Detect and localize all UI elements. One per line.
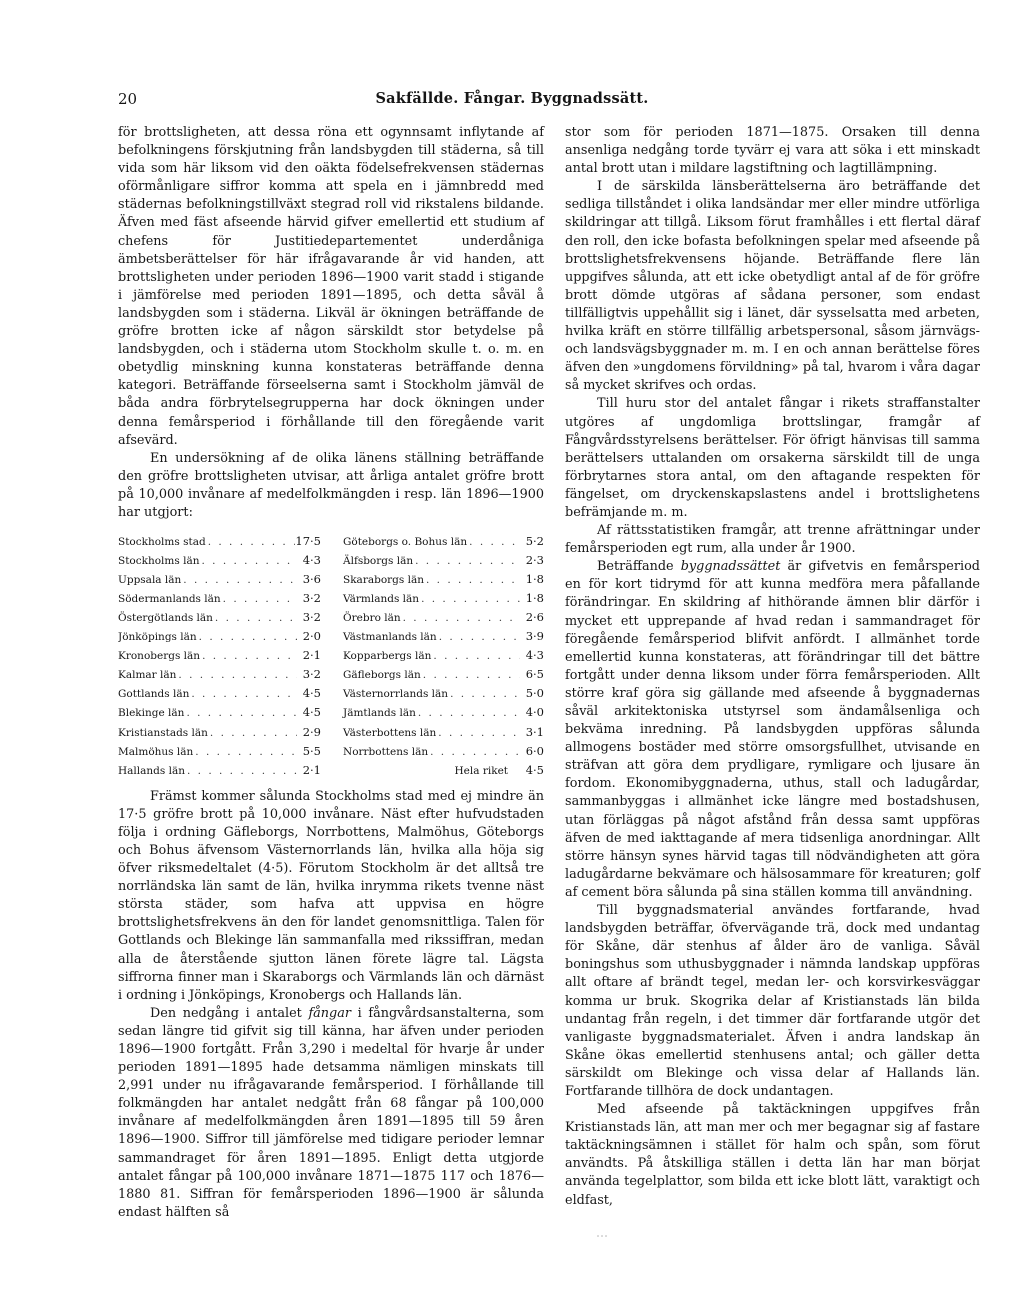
leader-dots [221,590,297,608]
table-row [321,532,544,551]
county-name: Örebro län [343,612,401,625]
crime-rate-value: 3·1 [525,724,544,739]
table-row [321,703,544,722]
paragraph: Med afseende på taktäckningen uppgifves från Kristianstads län, att man mer och mer begagnar sig af fastare taktäckningsämnen i stället för halm och spån, som förut användts. På åtskilliga ställen i detta län har man börjat använda tegelplattor, som bilda ett icke blott lätt, varaktigt och eldfast, [565,1102,980,1208]
crime-rate-value: 3·6 [302,572,321,587]
leader-dots [206,533,296,551]
county-name: Blekinge län [118,707,185,720]
crime-rate-value: 3·9 [525,629,544,644]
leader-dots [437,628,520,646]
crime-rate-value: 5·2 [525,534,544,549]
table-row [321,627,544,646]
table-row [118,608,321,627]
county-name: Kristianstads län [118,726,208,739]
county-name: Uppsala län [118,574,182,587]
table-row [118,589,321,608]
running-title: Sakfällde. Fångar. Byggnadssätt. [375,90,649,107]
paragraph: Främst kommer sålunda Stockholms stad med ej mindre än 17·5 gröfre brott på 10,000 invånare. Näst efter hufvudstaden följa i ordning Gäfleborgs, Norrbottens, Malmöhus, Göteborgs och Bohus äfvensom Västernorrlands län, hvilka alla höja sig öfver riksmedeltalet (4·5). Förutom Stockholm är det alltså tre norrländska län samt de län, hvilka inrymma rikets tvenne näst största städer, som hafva att uppvisa en högre brottslighetsfrekvens än den för landet genomsnittliga. Talen för Gottlands och Blekinge län sammanfalla med rikssiffran, medan alla de återstående sjutton länen förete lägre tal. Lägsta siffrorna finner man i Skaraborgs och Värmlands län och därnäst i ordning i Jönköpings, Kronobergs och Hallands län. [118,788,544,1003]
paragraph: En undersökning af de olika länens ställning beträffande den gröfre brottsligheten utvisar, att årliga antalet gröfre brott på 10,000 invånare af medelfolkmängden i resp. län 1896—1900 har utgjort: [118,450,544,520]
paragraph: stor som för perioden 1871—1875. Orsaken till denna ansenliga nedgång torde tyvärr ej vara att söka i ett minskadt antal brott utan i mildare lagstiftning och lagtillämpning. [565,125,980,177]
crime-rate-value: 4·5 [302,686,321,701]
crime-rate-value: 2·0 [302,629,321,644]
paragraph: Af rättsstatistiken framgår, att trenne afrättningar under femårsperioden egt rum, alla under år 1900. [565,523,980,557]
county-name: Kopparbergs län [343,650,432,663]
county-name: Kalmar län [118,669,177,682]
leader-dots [199,552,297,570]
crime-rate-value: 2·1 [302,648,321,663]
paragraph: Den nedgång i antalet fångar i fångvårdsanstalterna, som sedan längre tid gifvit sig till känna, har äfven under perioden 1896—1900 fortgått. Från 3,290 i medeltal för hvarje år under perioden 1891—1895 hade detsamma nämligen minskats till 2,991 under nu ifrågavarande femårsperiod. I förhållande till folkmängden har antalet nedgått från 68 fångar på 100,000 invånare af medelfolkmängden åren 1891—1895 till 59 åren 1896—1900. Siffror till jämförelse med tidigare perioder lemnar sammandraget för åren 1891—1895. Enligt detta utgjorde antalet fångar på 100,000 invånare 1871—1875 117 och 1876—1880 81. Siffran för femårsperioden 1896—1900 är sålunda endast hälften så [118,1005,545,1220]
table-row [118,532,321,551]
table-row [321,646,544,665]
leader-dots [197,628,297,646]
page-number: 20 [118,90,138,108]
table-row [118,646,321,665]
crime-rate-value: 2·1 [302,762,321,777]
county-name: Jämtlands län [343,707,416,720]
county-name: Skaraborgs län [343,574,424,587]
table-row [118,703,321,722]
crime-rate-value: 3·2 [302,610,321,625]
county-name: Älfsborgs län [343,555,414,568]
county-name: Norrbottens län [343,745,429,758]
leader-dots [184,704,297,722]
table-row [118,684,321,703]
table-row [118,723,321,742]
table-row [321,570,544,589]
table-row [321,684,544,703]
county-name: Västernorrlands län [343,688,449,701]
paragraph: Till byggnadsmaterial användes fortfarande, hvad landsbygden beträffar, öfvervägande trä, dock med undantag för Skåne, där stenhus af ålder äro de vanliga. Såväl boningshus som uthusbyggnader i nämnda landskap uppföras allt oftare af brändt tegel, medan ler- och korsvirkesväggar komma ur bruk. Skogrika delar af Kristianstads län bilda undantag från regeln, i det timmer där fortfarande utgör det vanligaste byggnadsmaterialet. Äfven i andra landskap än Skåne ökas emellertid stenhusens antal; och gäller detta särskildt om Blekinge och vissa delar af Hallands län. Fortfarande tillhöra de dock undantagen. [565,903,980,1099]
leader-dots [448,685,520,703]
table-column [321,532,544,780]
leader-dots [181,571,297,589]
county-name: Södermanlands län [118,593,221,606]
table-row [118,761,321,780]
leader-dots [424,571,520,589]
table-row [321,589,544,608]
crime-rate-value: 4·0 [525,705,544,720]
crime-rate-value: 17·5 [295,534,321,549]
crime-rate-value: 6·0 [525,743,544,758]
table-row [118,627,321,646]
leader-dots [419,590,520,608]
leader-dots [185,762,297,780]
county-name: Jönköpings län [118,631,197,644]
county-name: Gäfleborgs län [343,669,421,682]
table-row [321,723,544,742]
paragraph: Till huru stor del antalet fångar i rikets straffanstalter utgöres af ungdomliga brottslingar, framgår af Fångvårdsstyrelsens berättelser. För öfrigt hänvisas till samma berättelsers uttalanden om orsakerna särskildt till de unga förbrytarnes stora antal, om den aftagande respekten för fängelset, om dryckenskapslastens andel i brottslighetens befrämjande m. m. [565,396,980,520]
leader-dots [416,704,520,722]
leader-dots [401,609,520,627]
crime-rate-value: 3·2 [302,667,321,682]
crime-rate-value: 4·3 [525,648,544,663]
paragraph: I de särskilda länsberättelserna äro beträffande det sedliga tillståndet i olika landsändar mer eller mindre utförliga skildringar att tillgå. Liksom förut framhålles i ett flertal däraf den roll, den icke bofasta befolkningen spelar med afseende på brottslighetsfrekvensens höjande. Beträffande flere län uppgifves sålunda, att ett icke obetydligt antal af de för gröfre brott dömde utgöras af sådana personer, som endast tillfälligtvis uppehållit sig i länet, där sysselsatta med arbeten, hvilka kräft en större tillfällig arbetspersonal, såsom järnvägs- och landsvägsbyggnader m. m. I en och annan berättelse föres äfven den »ungdomens förvildning» på tal, hvarom i våra dagar så mycket skrifves och ordas. [565,179,980,394]
county-name: Östergötlands län [118,612,213,625]
county-name: Västmanlands län [343,631,437,644]
leader-dots [467,533,520,551]
crime-rate-value: 4·3 [302,553,321,568]
leader-dots [213,609,297,627]
leader-dots [436,724,520,742]
county-name: Gottlands län [118,688,190,701]
right-column [565,124,980,1210]
page-mark: ˙˙˙ [596,1235,608,1244]
crime-rate-value: 4·5 [302,705,321,720]
county-name: Stockholms stad [118,536,206,549]
county-name: Stockholms län [118,555,200,568]
crime-rate-value: 2·9 [302,724,321,739]
left-column [118,124,544,1222]
table-column [118,532,321,780]
county-name: Göteborgs o. Bohus län [343,536,468,549]
leader-dots [193,743,297,761]
crime-rate-value: 3·2 [302,591,321,606]
table-row [321,742,544,761]
paragraph: Beträffande byggnadssättet är gifvetvis en femårsperiod en för kort tidrymd för att kunna medföra mera påfallande förändringar. En skildring af hithörande ämnen blir därför i mycket ett upprepande af hvad redan i sammandraget för föregående femårsperiod blifvit anfördt. I allmänhet torde emellertid kunna konstateras, att förändringar till det bättre fortgått under denna liksom under förra femårsperioden. Allt större kraf göra sig gällande med afseende å byggnadernas såväl arkitektoniska utstyrsel som ändamålsenliga och bekväma inredning. På landsbygden uppföras sålunda allmogens bostäder med större omsorgsfullhet, utvisande en sträfvan att göra dem prydligare, rymligare och ljusare än fordom. Ekonomibyggnaderna, uthus, stall och ladugårdar, sammanbyggas i allmänhet icke längre med bostadshusen, utan förläggas på något afstånd från dessa samt uppföras äfven de med iakttagande af mera tidsenliga anordningar. Allt större hänsyn synes härvid tagas till nödvändigheten att göra ladugårdarne bekvämare och hälsosammare för kreaturen; golf af cement böra sålunda på sina ställen komma till användning. [565,559,980,900]
crime-rate-value: 2·6 [525,610,544,625]
crime-rate-value: 6·5 [525,667,544,682]
leader-dots [413,552,520,570]
county-name: Malmöhus län [118,745,194,758]
table-row [321,761,544,780]
table-row [321,608,544,627]
county-name: Kronobergs län [118,650,201,663]
crime-rate-value: 1·8 [525,572,544,587]
county-name: Hallands län [118,764,185,777]
crime-rate-value: 2·3 [525,553,544,568]
table-row [118,551,321,570]
leader-dots [421,666,520,684]
leader-dots [208,724,297,742]
table-row [118,665,321,684]
leader-dots [428,743,520,761]
county-name: Hela riket [454,764,508,777]
county-name: Värmlands län [343,593,420,606]
table-row [118,742,321,761]
crime-rate-value: 5·5 [302,743,321,758]
page-header [118,90,906,112]
leader-dots [200,647,297,665]
crime-rate-value: 4·5 [525,762,544,777]
leader-dots [176,666,297,684]
county-statistics-table [118,532,544,780]
leader-dots [431,647,520,665]
table-row [118,570,321,589]
paragraph: för brottsligheten, att dessa röna ett ogynnsamt inflytande af befolkningens förskjutning från landsbygden till städerna, så till vida som här liksom vid den oäkta födelsefrekvensen städernas oförmånligare siffror komma att spela en i jämnbredd med städernas befolkningstillväxt stegrad roll vid rikstalens bildande. Äfven med fäst afseende härvid gifver emellertid ett studium af chefens för Justitiedepartementet underdåniga ämbetsberättelser för här ifrågavarande år vid handen, att brottsligheten under perioden 1896—1900 varit stadd i stigande i jämförelse med perioden 1891—1895, och detta såväl å landsbygden som i städerna. Likväl är ökningen beträffande de gröfre brotten icke af någon särskildt stor betydelse på landsbygden, och i städerna utom Stockholm skulle t. o. m. en obetydlig minskning kunna konstateras beträffande denna kategori. Beträffande förseelserna samt i Stockholm jämväl de båda andra förbrytelsegrupperna har dock ökningen under denna femårsperiod i förhållande till den föregående varit afsevärd. [118,125,544,448]
leader-dots [189,685,297,703]
table-row [321,551,544,570]
table-row [321,665,544,684]
crime-rate-value: 1·8 [525,591,544,606]
county-name: Västerbottens län [343,726,437,739]
crime-rate-value: 5·0 [525,686,544,701]
